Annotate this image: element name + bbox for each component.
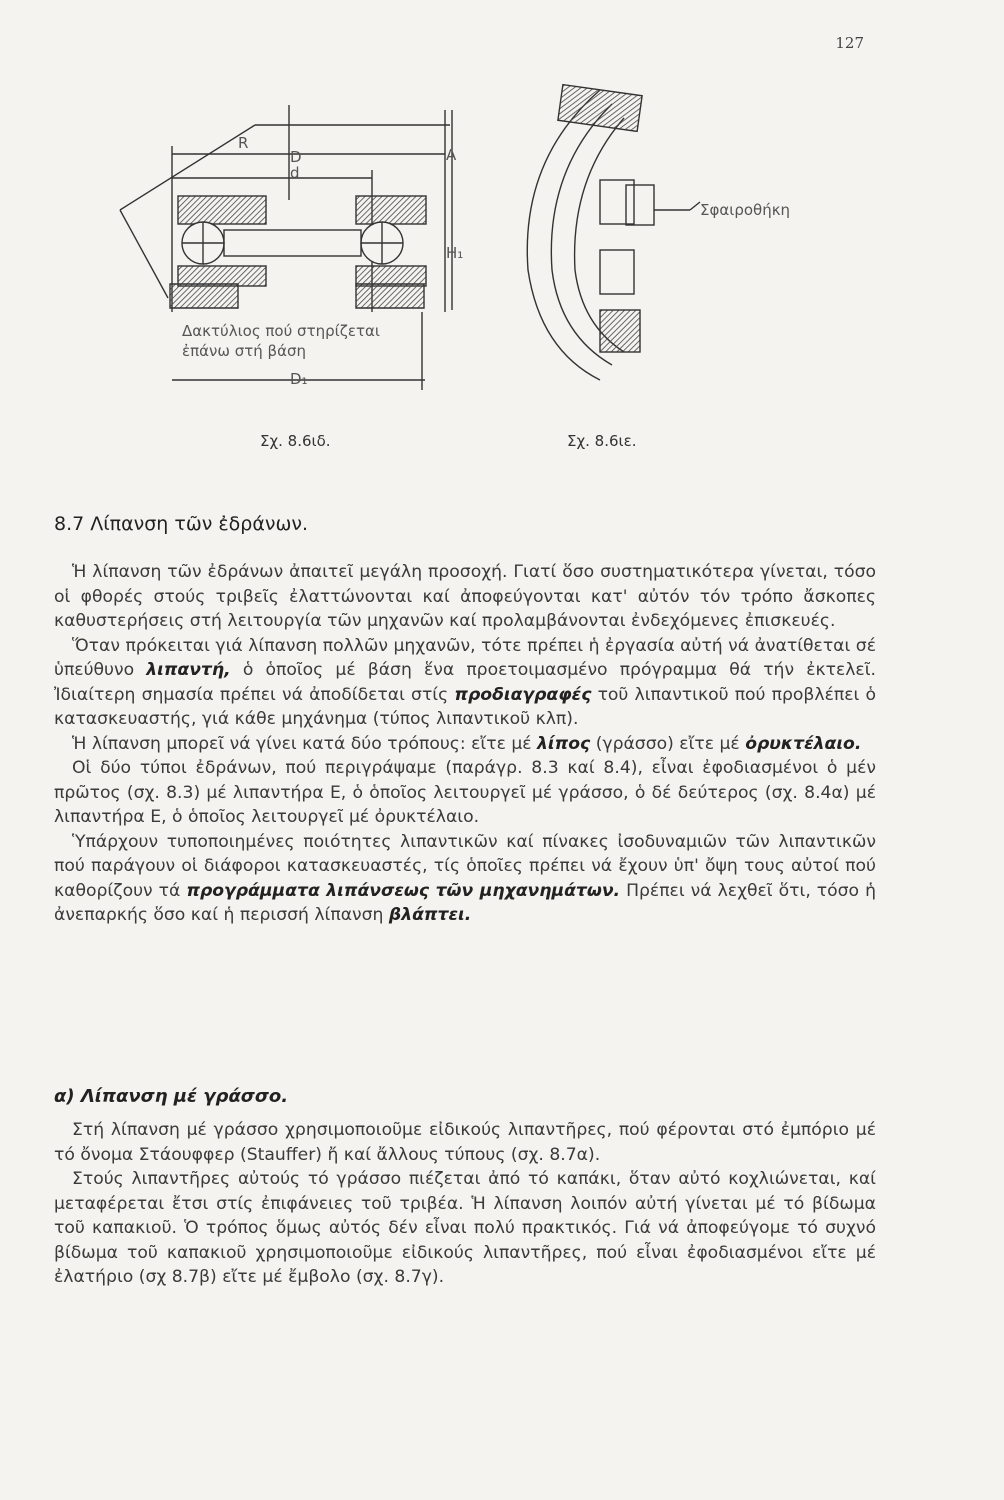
section-body — [54, 560, 876, 928]
figure-caption-b: Σχ. 8.6ιε. — [567, 432, 637, 450]
subsection-title: α) Λίπανση μέ γράσσο. — [54, 1086, 289, 1107]
paragraph: Στούς λιπαντῆρες αὐτούς τό γράσσο πιέζεται ἀπό τό καπάκι, ὅταν αὐτό κοχλιώνεται, καί μεταφέρεται ἔτσι στίς ἐπιφάνειες τοῦ τριβέα. Ἡ λίπανση λοιπόν αὐτή γίνεται μέ τό βίδωμα τοῦ καπακιοῦ. Ὁ τρόπος ὅμως αὐτός δέν εἶναι πολύ πρακτικός. Γιά νά ἀποφεύγομε τό συχνό βίδωμα τοῦ καπακιοῦ χρησιμοποιοῦμε εἰδικούς λιπαντῆρες, πού εἶναι ἐφοδιασμένοι εἴτε μέ ἐλατήριο (σχ 8.7β) εἴτε μέ ἔμβολο (σχ. 8.7γ). — [54, 1169, 876, 1287]
subsection-body — [54, 1118, 876, 1290]
label-cage: Σφαιροθήκη — [700, 201, 791, 219]
paragraph: Ἡ λίπανση τῶν ἐδράνων ἀπαιτεῖ μεγάλη προσοχή. Γιατί ὅσο συστηματικότερα γίνεται, τόσο οἱ φθορές στούς τριβεῖς ἐλαττώνονται καί ἀποφεύγονται κατ' αὐτόν τόν τρόπο ἄσκοπες καθυστερήσεις στή λειτουργία τῶν μηχανῶν καί προλαμβάνονται ἐνδεχόμενες ἐπισκευές. — [54, 562, 876, 631]
figures-area — [0, 80, 1004, 480]
label-H1: H₁ — [446, 244, 464, 262]
label-D1: D₁ — [290, 370, 308, 388]
paragraph: Ὅταν πρόκειται γιά λίπανση πολλῶν μηχανῶν, τότε πρέπει ἡ ἐργασία αὐτή νά ἀνατίθεται σέ ὑπεύθυνο λιπαντή, ὁ ὁποῖος μέ βάση ἕνα προετοιμασμένο πρόγραμμα θά τήν ἐκτελεῖ. Ἰδιαίτερη σημασία πρέπει νά ἀποδίδεται στίς προδιαγραφές τοῦ λιπαντικοῦ πού προβλέπει ὁ κατασκευαστής, γιά κάθε μηχάνημα (τύπος λιπαντικοῦ κλπ). — [54, 635, 876, 729]
paragraph: Ὑπάρχουν τυποποιημένες ποιότητες λιπαντικῶν καί πίνακες ἰσοδυναμιῶν τῶν λιπαντικῶν πού παράγουν οἱ διάφοροι κατασκευαστές, τίς ὁποῖες πρέπει νά ἔχουν ὑπ' ὄψη τους αὐτοί πού καθορίζουν τά προγράμματα λιπάνσεως τῶν μηχανημάτων. Πρέπει νά λεχθεῖ ὅτι, τόσο ἡ ἀνεπαρκής ὅσο καί ἡ περισσή λίπανση βλάπτει. — [54, 831, 876, 925]
label-R: R — [238, 134, 249, 152]
roller-bearing-figure — [527, 85, 700, 380]
paragraph: Ἡ λίπανση μπορεῖ νά γίνει κατά δύο τρόπους: εἴτε μέ λίπος (γράσσο) εἴτε μέ ὀρυκτέλαιο. — [72, 733, 862, 754]
label-D: D — [290, 148, 302, 166]
section-title: 8.7 Λίπανση τῶν ἐδράνων. — [54, 513, 309, 535]
paragraph: Οἱ δύο τύποι ἐδράνων, πού περιγράψαμε (παράγρ. 8.3 καί 8.4), εἶναι ἐφοδιασμένοι ὁ μέν πρῶτος (σχ. 8.3) μέ λιπαντήρα Ε, ὁ ὁποῖος λειτουργεῖ μέ γράσσο, ὁ δέ δεύτερος (σχ. 8.4α) μέ λιπαντήρα Ε, ὁ ὁποῖος λειτουργεῖ μέ ὀρυκτέλαιο. — [54, 758, 876, 827]
label-A: A — [446, 146, 457, 164]
label-d: d — [290, 164, 300, 182]
figure-caption-a: Σχ. 8.6ιδ. — [260, 432, 331, 450]
page-number: 127 — [835, 34, 864, 52]
label-base-ring-1: Δακτύλιος πού στηρίζεται — [182, 322, 380, 340]
paragraph: Στή λίπανση μέ γράσσο χρησιμοποιοῦμε εἰδικούς λιπαντῆρες, πού φέρονται στό ἐμπόριο μέ τό ὄνομα Στάουφφερ (Stauffer) ἤ καί ἄλλους τύπους (σχ. 8.7α). — [54, 1120, 876, 1165]
label-base-ring-2: ἐπάνω στή βάση — [182, 342, 307, 360]
figure-thrust-bearing-drawing — [0, 80, 1004, 480]
